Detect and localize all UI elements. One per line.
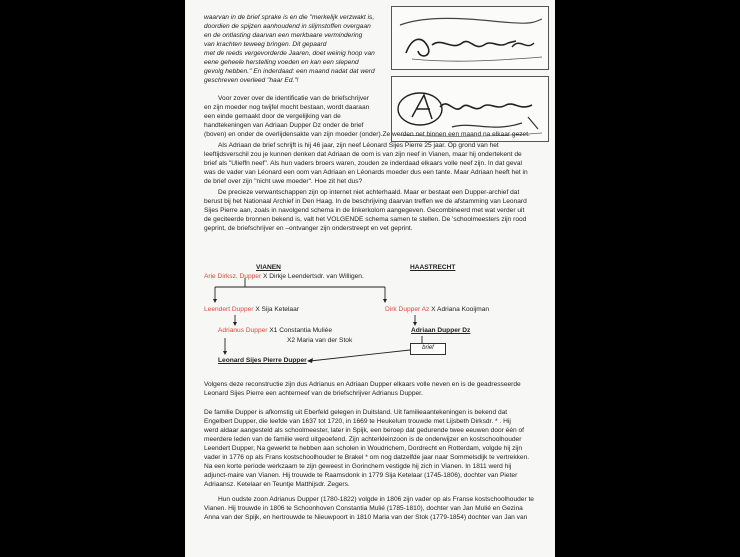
- text-line: was de vader van Léonard een oom van Adriaan en Léonards moeder dus een tante. Maar Adriaan heeft het in: [204, 169, 528, 176]
- text-line: vader in 1776 op als Frans kostschoolhouder te Brakel * om nog datzelfde jaar naar Sommelsdijk te vertrekken.: [204, 454, 530, 461]
- spouse-label: X Adriana Kooijman: [429, 306, 490, 313]
- tree-node-adrianus: [218, 327, 332, 335]
- text-line: eene geheele herstelling voeden en kan een slepend: [204, 59, 359, 66]
- tree-node-dirk: [385, 306, 489, 314]
- document-page: [185, 0, 555, 557]
- text-line: en zijn moeder nog twijfel mocht bestaan, wordt daaraan: [204, 104, 370, 111]
- text-line: leeftijdsverschil zou je kunnen denken dat Adriaan de oom is van zijn neef in Vianen, maar hij ondertekent de: [204, 151, 522, 158]
- text-line: Adriaansz. Ketelaar en Teuntje Matthijsdr. Zegers.: [204, 481, 350, 488]
- text-line: de brief over zijn "nicht uwe moeder". Hoe zit het dus?: [204, 178, 363, 185]
- text-line: geschreven overleed "haar Ed."!: [204, 77, 299, 84]
- spouse-label: X Sija Ketelaar: [253, 306, 299, 313]
- tree-node-leendert: [204, 306, 299, 314]
- text-line: brief als "Ulieffn neef". Als hun vaders broers waren, zouden ze inderdaad elkaars volle neef zijn. In dat geval: [204, 160, 522, 167]
- text-line: Volgens deze reconstructie zijn dus Adrianus en Adriaan Dupper elkaars volle neven en is de geadresseerde: [204, 381, 521, 388]
- tree-node-adrianus-spouse2: X2 Maria van der Stok: [287, 337, 353, 344]
- text-line: meerdere leden van de familie werd uitgeoefend. Zijn achterkleinzoon is de onderwijzer en kostschoolhouder: [204, 436, 522, 443]
- text-line: van krachten teweeg bringen. Dit gepaard: [204, 41, 327, 48]
- name-label: Arie Dirksz. Dupper: [204, 273, 262, 280]
- tree-node-adriaan: Adriaan Dupper Dz: [411, 327, 471, 334]
- tree-node-arie: [204, 273, 364, 281]
- text-line: De precieze verwantschappen zijn op internet niet achterhaald. Maar er bestaat een Dupper-archief dat: [218, 189, 520, 196]
- text-line: Als Adriaan de brief schrijft is hij 46 jaar, zijn neef Léonard Sijes Pierre 25 jaar. Op grond van het: [218, 142, 499, 149]
- text-line: Engelbert Dupper, die leefde van 1637 tot 1720, in 1669 te Heukelum trouwde met Lijsbeth Dirksdr. * . Hij: [204, 418, 511, 425]
- text-line: handtekeningen van Adriaan Dupper Dz onder de brief: [204, 122, 364, 129]
- text-line: een einde gemaakt door de vergelijking van de: [204, 113, 341, 120]
- text-line: Na een korte periode werkzaam te zijn geweest in Gorinchem vestigde hij zich in Vianen. In 1811 werd hij: [204, 463, 512, 470]
- text-line: berust bij het Nationaal Archief in Den Haag. In de beschrijving daarvan treffen we de afstamming van Leonard: [204, 198, 527, 205]
- text-line: Leonard Sijes Pierre een achterneef van de briefschrijver Adrianus Dupper.: [204, 390, 423, 397]
- text-line: Voor zover over de identificatie van de briefschrijver: [218, 95, 369, 102]
- column-heading-haastrecht: HAASTRECHT: [410, 264, 456, 271]
- text-line: Anna van der Spijk, en hertrouwde te Nieuwpoort in 1810 Maria van der Stok (1779-1854) dochter van Jan van: [204, 514, 528, 521]
- spouse-label: X1 Constantia Muliée: [267, 327, 332, 334]
- text-line: Sijes Pierre aan, zoals in navolgend schema in de linkerkolom aangegeven. Gecombineerd met wat verder uit: [204, 207, 525, 214]
- text-line: Hun oudste zoon Adrianus Dupper (1780-1822) volgde in 1806 zijn vader op als Franse kostschoolhouder te: [218, 496, 534, 503]
- column-heading-vianen: VIANEN: [256, 264, 281, 271]
- text-line: (boven) en onder de overlijdensakte van zijn moeder (onder).Ze werden net binnen een maand na elkaar gezet.: [204, 131, 530, 138]
- text-line: Vianen. Hij trouwde in 1806 te Schoonhoven Constantia Mulié (1785-1810), dochter van Jan Mulié en Gezina: [204, 505, 523, 512]
- spouse-label: X Dirkje Leendertsdr. van Willigen.: [261, 273, 364, 280]
- text-line: geprint, de briefschrijver en –ontvanger zijn onderstreept en vet geprint.: [204, 225, 413, 232]
- text-line: adjunct-maire van Vianen. Hij trouwde te Raamsdonk in 1779 Sija Ketelaar (1745-1806), dochter van Pieter: [204, 472, 518, 479]
- text-line: gevolg hebben." En inderdaad: een maand nadat dat werd: [204, 68, 375, 75]
- text-line: Leendert Dupper, Na gewerkt te hebben aan scholen in Woudrichem, Dordrecht en Rotterdam, volgde hij zijn: [204, 445, 523, 452]
- text-line: en de ontlasting daarvan een merkbaare vermindering: [204, 32, 363, 39]
- name-label: Adrianus Dupper: [218, 327, 268, 334]
- text-line: werd aldaar aangesteld als schoolmeester, later in Spijk, een beroep dat gedurende twee eeuwen door één of: [204, 427, 525, 434]
- name-label: Leendert Dupper: [204, 306, 254, 313]
- name-label: Dirk Dupper Az: [385, 306, 430, 313]
- tree-node-leonard: Leonard Sijes Pierre Dupper: [218, 357, 307, 364]
- text-line: met de reeds vergevorderde Jaaren, doet weinig hoop van: [204, 50, 375, 57]
- text-line: De familie Dupper is afkomstig uit Eberfeld gelegen in Duitsland. Uit familieaantekeningen is bekend dat: [204, 409, 508, 416]
- text-line: doordien de spijzen aanhoudend in slijmstoffen overgaan: [204, 23, 371, 30]
- text-line: waarvan in de brief sprake is en die "merkelijk verzwakt is,: [204, 14, 375, 21]
- brief-box: brief: [410, 343, 446, 355]
- tree-connectors: [185, 0, 555, 380]
- text-line: de geciteerde bronnen bekend is, valt het VOLGENDE schema samen te stellen. De 'schoolmeesters zijn rood: [204, 216, 527, 223]
